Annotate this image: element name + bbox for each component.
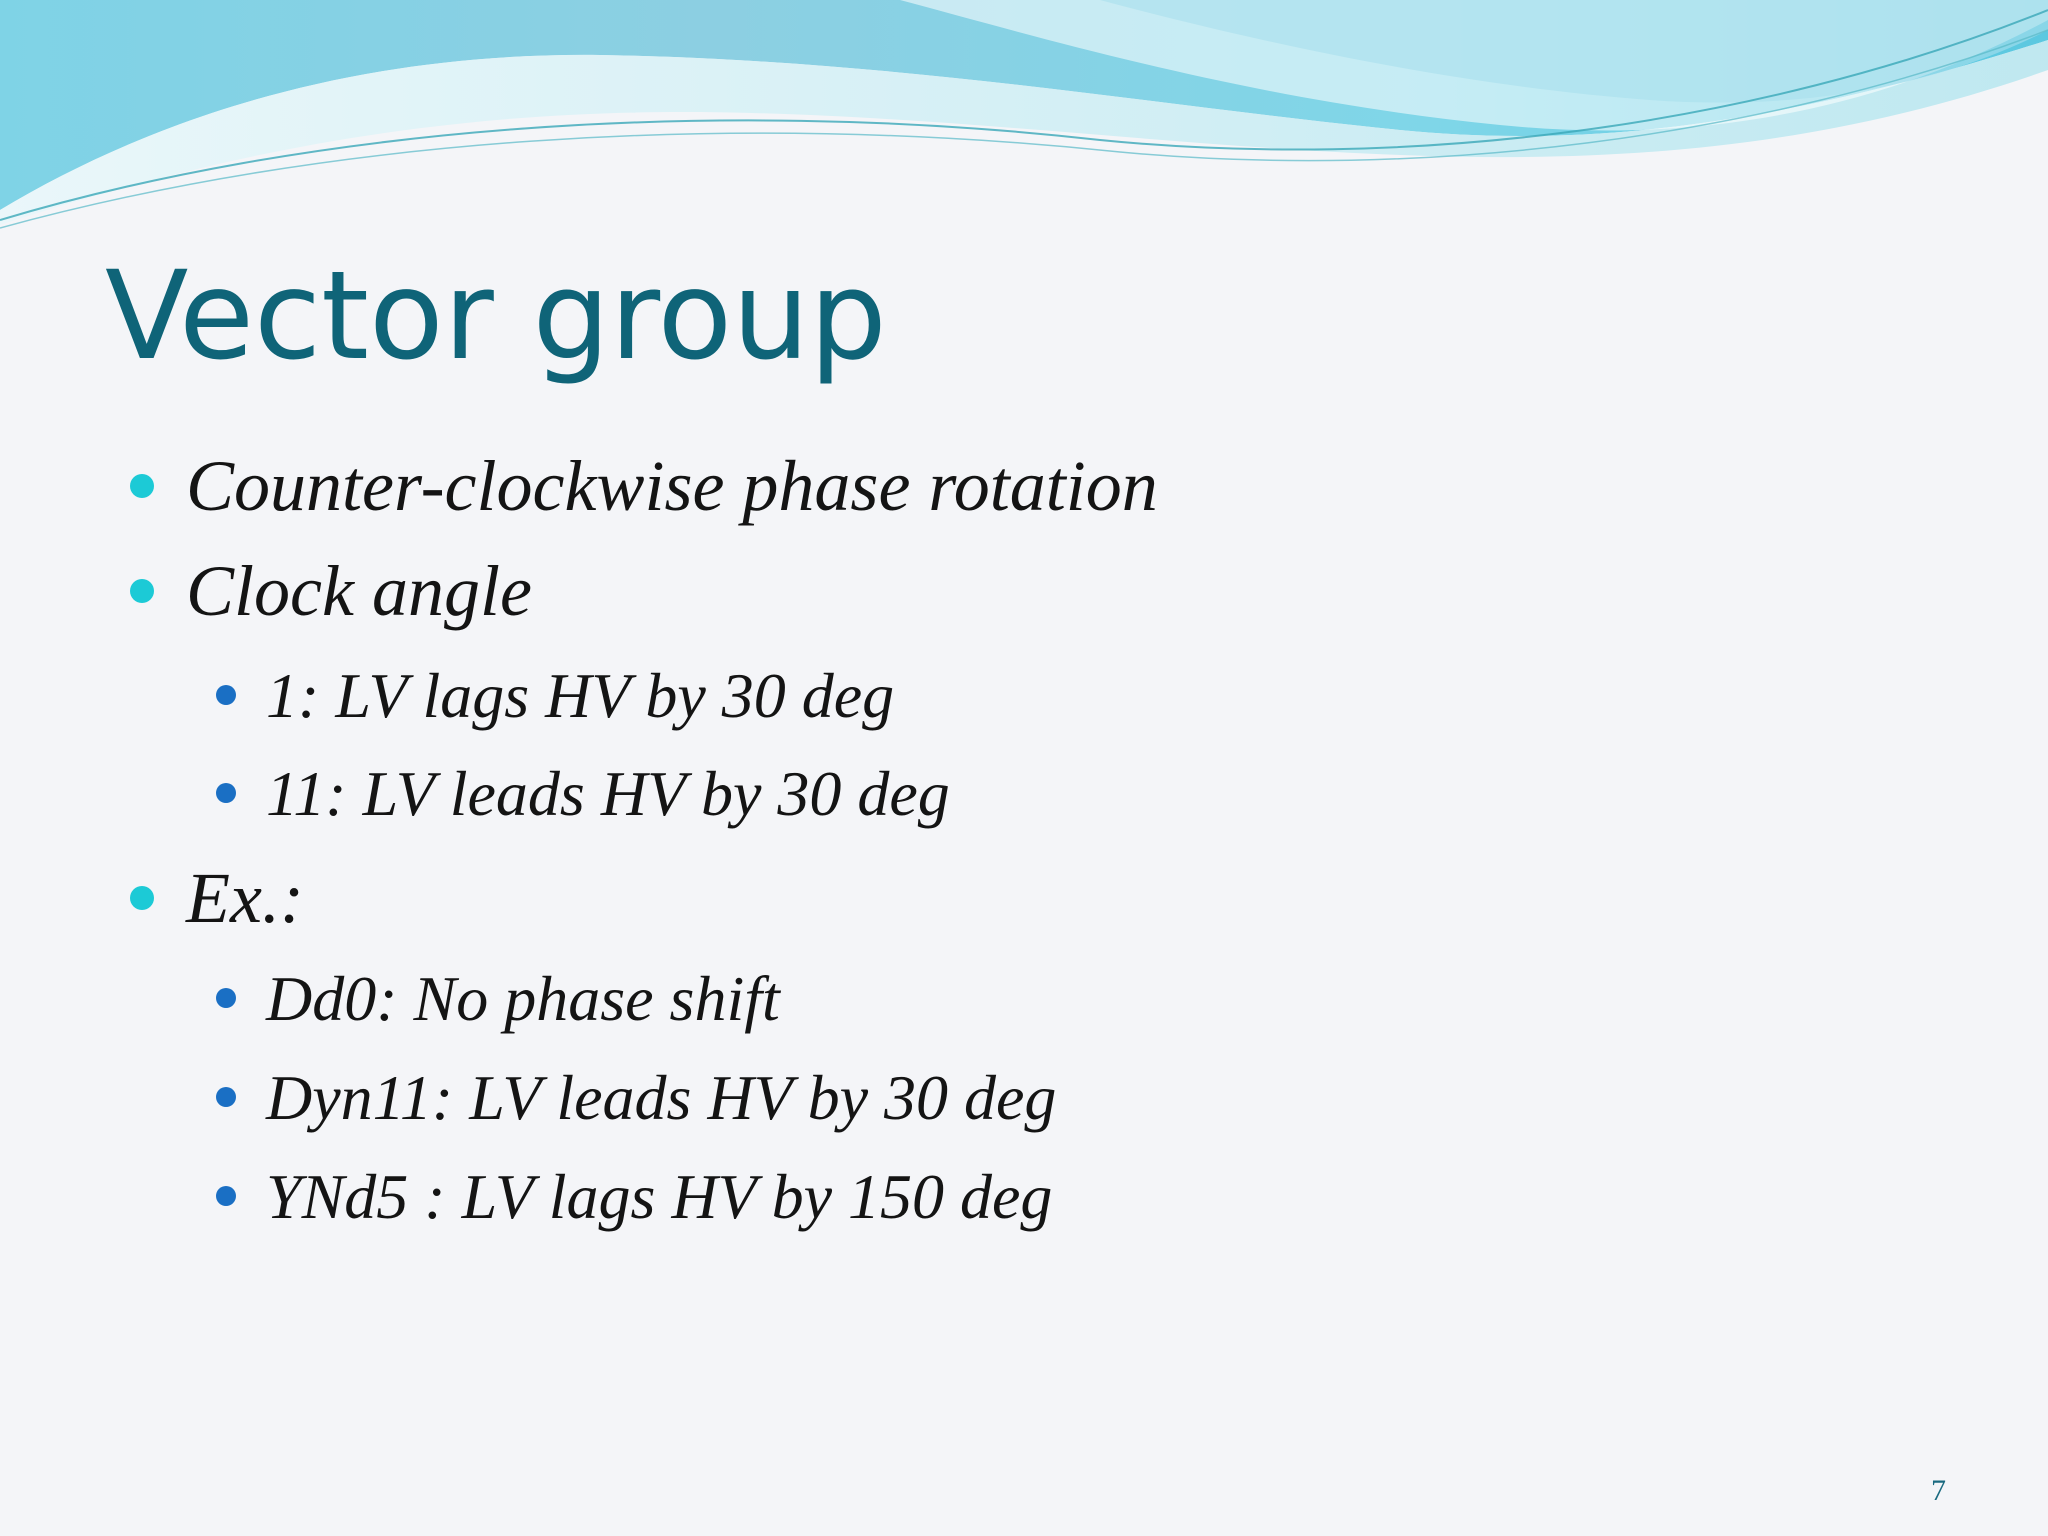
bullet-dot-icon bbox=[216, 783, 236, 803]
slide-title: Vector group bbox=[105, 245, 887, 387]
sub-bullet-item bbox=[266, 757, 950, 831]
bullet-item bbox=[186, 550, 532, 633]
bullet-dot-icon bbox=[130, 474, 154, 498]
bullet-dot-icon bbox=[216, 988, 236, 1008]
bullet-dot-icon bbox=[216, 685, 236, 705]
sub-bullet-item bbox=[266, 1160, 1052, 1234]
bullet-dot-icon bbox=[216, 1087, 236, 1107]
bullet-item bbox=[186, 445, 1158, 528]
bullet-item bbox=[186, 857, 304, 940]
bullet-text: Dyn11: LV leads HV by 30 deg bbox=[266, 1062, 1057, 1133]
sub-bullet-item bbox=[266, 962, 780, 1036]
bullet-text: Clock angle bbox=[186, 551, 532, 631]
sub-bullet-item bbox=[266, 1061, 1056, 1135]
bullet-text: YNd5 : LV lags HV by 150 deg bbox=[266, 1161, 1053, 1232]
bullet-dot-icon bbox=[130, 579, 154, 603]
bullet-text: Ex.: bbox=[186, 858, 304, 938]
bullet-dot-icon bbox=[130, 886, 154, 910]
sub-bullet-item bbox=[266, 659, 894, 733]
bullet-dot-icon bbox=[216, 1186, 236, 1206]
page-number: 7 bbox=[1931, 1474, 1946, 1507]
bullet-text: Counter-clockwise phase rotation bbox=[186, 446, 1158, 526]
bullet-text: 1: LV lags HV by 30 deg bbox=[266, 660, 895, 731]
bullet-text: Dd0: No phase shift bbox=[266, 963, 780, 1034]
bullet-text: 11: LV leads HV by 30 deg bbox=[266, 758, 950, 829]
